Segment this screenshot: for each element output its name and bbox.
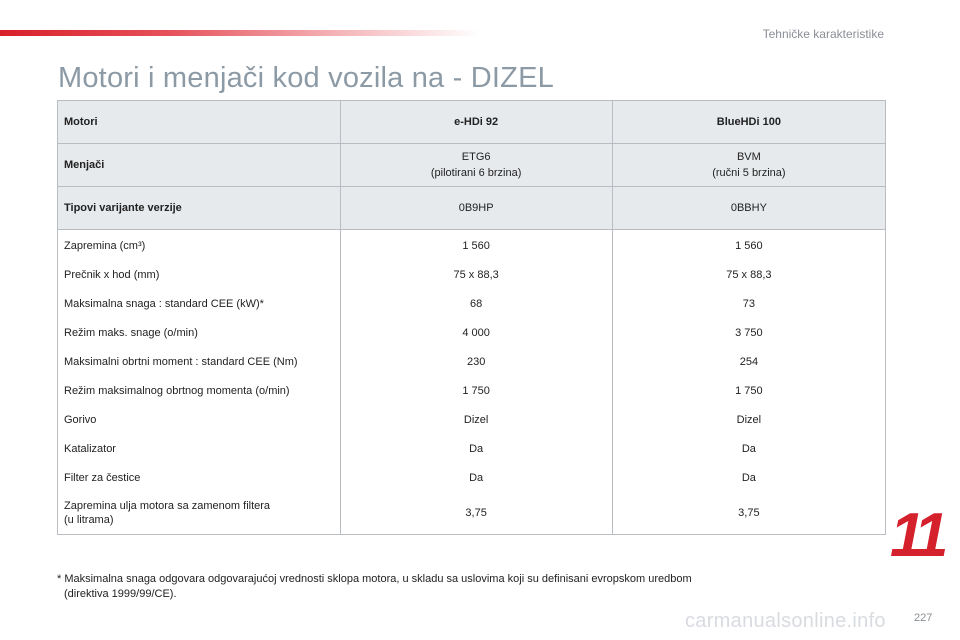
row-value-2: 1 560	[612, 230, 885, 261]
table-row	[58, 230, 886, 261]
row-value-1: Da	[340, 434, 612, 463]
table-header-row-gearboxes	[58, 144, 886, 187]
chapter-number: 11	[890, 501, 943, 570]
engine-spec-table	[57, 100, 886, 535]
row-value-1: 1 750	[340, 376, 612, 405]
header-gearbox-1	[340, 144, 612, 187]
table-row	[58, 492, 886, 535]
row-value-1: 68	[340, 289, 612, 318]
footnote-line-2: (direktiva 1999/99/CE).	[64, 588, 177, 600]
footnote-line-1: * Maksimalna snaga odgovara odgovarajućoj vrednosti sklopa motora, u skladu sa uslovima koji su definisani evropskom uredbom	[57, 573, 692, 585]
row-label: Maksimalna snaga : standard CEE (kW)*	[58, 289, 341, 318]
table-row	[58, 405, 886, 434]
row-label: Prečnik x hod (mm)	[58, 260, 341, 289]
page-title: Motori i menjači kod vozila na - DIZEL	[58, 62, 554, 94]
table-row	[58, 318, 886, 347]
row-label: Režim maksimalnog obrtnog momenta (o/min)	[58, 376, 341, 405]
row-value-2: 1 750	[612, 376, 885, 405]
row-value-2: Da	[612, 434, 885, 463]
header-variant-1: 0B9HP	[340, 187, 612, 230]
table-row	[58, 376, 886, 405]
row-value-1: Dizel	[340, 405, 612, 434]
row-label-line-2: (u litrama)	[64, 514, 114, 526]
watermark: carmanualsonline.info	[685, 610, 886, 632]
header-variant-2: 0BBHY	[612, 187, 885, 230]
row-value-2: Dizel	[612, 405, 885, 434]
header-accent-bar	[0, 30, 480, 36]
table-header-row-variants	[58, 187, 886, 230]
table-header-row-engines	[58, 101, 886, 144]
header-gearbox-2	[612, 144, 885, 187]
row-value-2: 75 x 88,3	[612, 260, 885, 289]
table-row	[58, 347, 886, 376]
header-label-engines: Motori	[58, 101, 341, 144]
header-engine-2: BlueHDi 100	[612, 101, 885, 144]
row-label: Katalizator	[58, 434, 341, 463]
row-label-line-1: Zapremina ulja motora sa zamenom filtera	[64, 500, 271, 512]
row-value-1: 75 x 88,3	[340, 260, 612, 289]
row-value-1: 1 560	[340, 230, 612, 261]
footnote	[57, 572, 817, 602]
section-title: Tehničke karakteristike	[762, 27, 884, 41]
table-row	[58, 289, 886, 318]
row-value-2: 3 750	[612, 318, 885, 347]
row-value-2: Da	[612, 463, 885, 492]
row-value-2: 254	[612, 347, 885, 376]
row-label: Gorivo	[58, 405, 341, 434]
row-label: Zapremina (cm³)	[58, 230, 341, 261]
row-value-1: Da	[340, 463, 612, 492]
row-value-1: 4 000	[340, 318, 612, 347]
gearbox-1-name: ETG6	[461, 151, 491, 163]
header-engine-1: e-HDi 92	[340, 101, 612, 144]
row-label: Maksimalni obrtni moment : standard CEE (Nm)	[58, 347, 341, 376]
row-label	[58, 492, 341, 535]
row-label: Režim maks. snage (o/min)	[58, 318, 341, 347]
row-label: Filter za čestice	[58, 463, 341, 492]
gearbox-2-desc: (ručni 5 brzina)	[712, 167, 786, 179]
table-row	[58, 434, 886, 463]
row-value-2: 73	[612, 289, 885, 318]
row-value-1: 230	[340, 347, 612, 376]
row-value-2: 3,75	[612, 492, 885, 535]
row-value-1: 3,75	[340, 492, 612, 535]
table-row	[58, 260, 886, 289]
gearbox-1-desc: (pilotirani 6 brzina)	[430, 167, 522, 179]
table-row	[58, 463, 886, 492]
header-label-gearboxes: Menjači	[58, 144, 341, 187]
page-number: 227	[914, 612, 933, 624]
header-label-variants: Tipovi varijante verzije	[58, 187, 341, 230]
gearbox-2-name: BVM	[736, 151, 761, 163]
